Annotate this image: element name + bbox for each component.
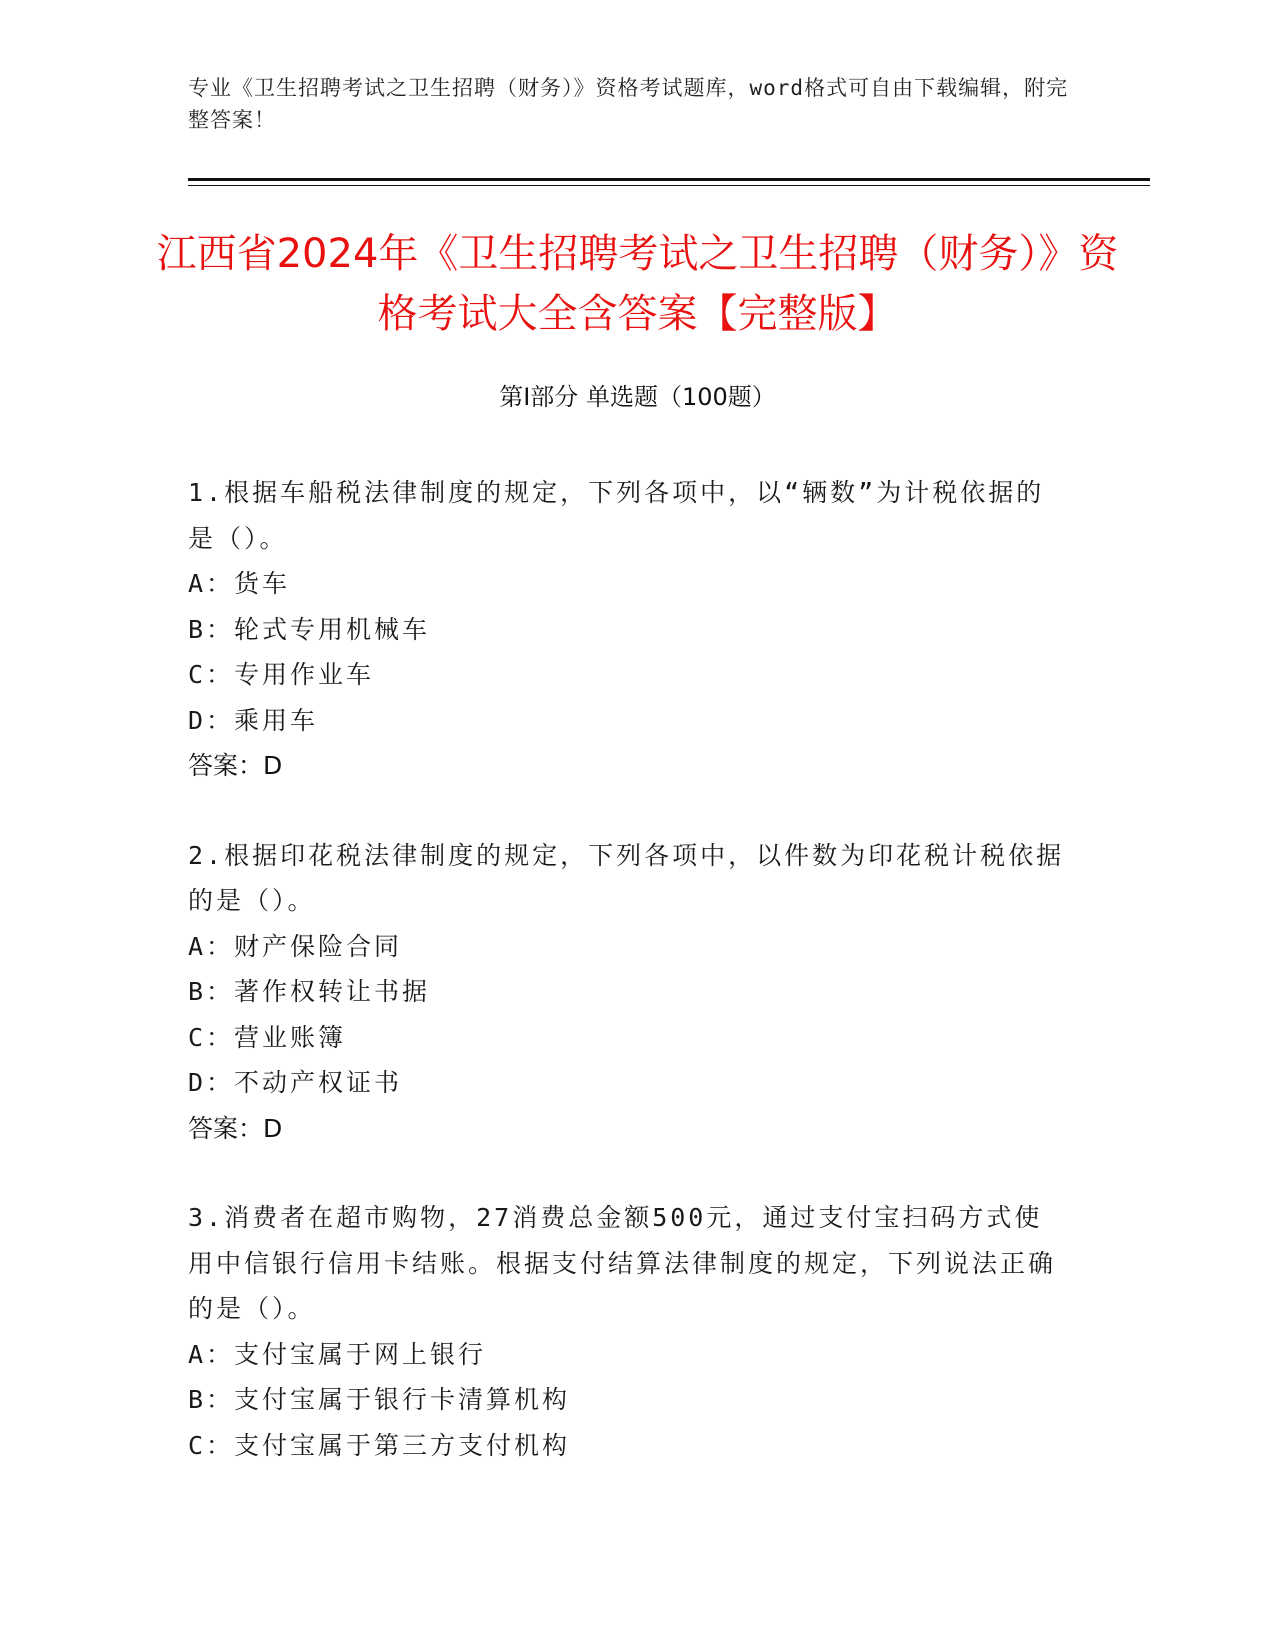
option-a: A：支付宝属于网上银行	[188, 1339, 487, 1369]
option-c: C：专用作业车	[188, 660, 375, 689]
option-a: A：货车	[188, 569, 291, 598]
option-b: B：支付宝属于银行卡清算机构	[188, 1385, 571, 1414]
option-c: C：营业账簿	[188, 1022, 347, 1052]
option-b: B：著作权转让书据	[188, 977, 431, 1006]
header-note: 专业《卫生招聘考试之卫生招聘（财务）》资格考试题库，word格式可自由下载编辑，附完整答案！	[188, 76, 1069, 132]
option-b: B：轮式专用机械车	[188, 614, 431, 644]
answer: 答案：D	[188, 1113, 283, 1143]
option-c: C：支付宝属于第三方支付机构	[188, 1430, 571, 1460]
question-stem: 1.根据车船税法律制度的规定，下列各项中，以“辆数”为计税依据的是（）。	[188, 478, 1045, 553]
option-d: D：不动产权证书	[188, 1068, 403, 1097]
header-rule-thin	[188, 185, 1150, 186]
question-stem: 2.根据印花税法律制度的规定，下列各项中，以件数为印花税计税依据的是（）。	[188, 840, 1065, 915]
section-title: 第Ⅰ部分 单选题（100题）	[499, 383, 776, 411]
question-3	[188, 1195, 1068, 1468]
option-a: A：财产保险合同	[188, 931, 403, 961]
question-2	[188, 833, 1068, 1152]
question-stem: 3.消费者在超市购物，27消费总金额500元，通过支付宝扫码方式使用中信银行信用卡结账。根据支付结算法律制度的规定，下列说法正确的是（）。	[188, 1203, 1057, 1323]
question-1	[188, 470, 1068, 789]
document-title: 江西省2024年《卫生招聘考试之卫生招聘（财务）》资格考试大全含答案【完整版】	[156, 231, 1119, 337]
question-list	[188, 470, 1068, 1512]
option-d: D：乘用车	[188, 705, 319, 735]
answer: 答案：D	[188, 751, 283, 780]
header-rule-thick	[188, 178, 1150, 181]
